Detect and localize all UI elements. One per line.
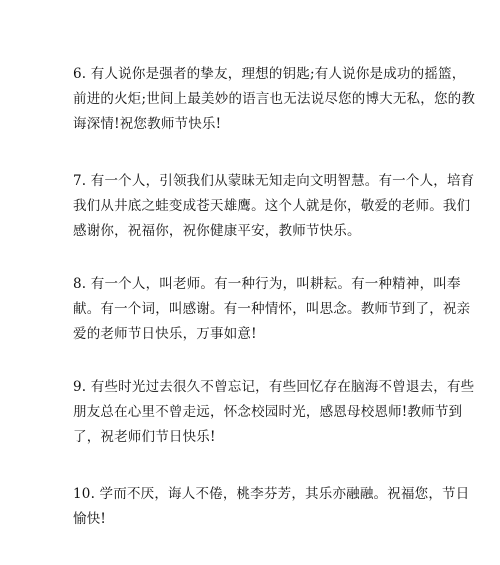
paragraph-line: 10. 学而不厌，诲人不倦，桃李芬芳，其乐亦融融。祝福您，节日: [73, 486, 470, 502]
paragraph-line: 诲深情!祝您教师节快乐!: [73, 116, 222, 132]
paragraph-line: 爱的老师节日快乐，万事如意!: [73, 326, 257, 342]
paragraph-7: [73, 169, 475, 244]
paragraph-line: 我们从井底之蛙变成苍天雄鹰。这个人就是你，敬爱的老师。我们: [73, 198, 471, 214]
paragraph-line: 7. 有一个人，引领我们从蒙昧无知走向文明智慧。有一个人，培育: [73, 173, 475, 189]
paragraph-9: [73, 375, 475, 450]
paragraph-line: 感谢你，祝福你，祝你健康平安，教师节快乐。: [73, 223, 361, 239]
paragraph-line: 前进的火炬;世间上最美妙的语言也无法说尽您的博大无私，您的教: [73, 91, 476, 107]
paragraph-line: 献。有一个词，叫感谢。有一种情怀，叫思念。教师节到了，祝亲: [73, 301, 471, 317]
paragraph-6: [73, 62, 476, 137]
paragraph-line: 6. 有人说你是强者的挚友，理想的钥匙;有人说你是成功的摇篮，: [73, 66, 466, 82]
paragraph-line: 8. 有一个人，叫老师。有一种行为，叫耕耘。有一种精神，叫奉: [73, 276, 461, 292]
paragraph-line: 愉快!: [73, 511, 107, 527]
paragraph-8: [73, 272, 471, 347]
paragraph-line: 9. 有些时光过去很久不曾忘记，有些回忆存在脑海不曾退去，有些: [73, 379, 475, 395]
paragraph-10: [73, 482, 470, 532]
paragraph-line: 了，祝老师们节日快乐!: [73, 429, 216, 445]
paragraph-line: 朋友总在心里不曾走远，怀念校园时光，感恩母校恩师!教师节到: [73, 404, 463, 420]
